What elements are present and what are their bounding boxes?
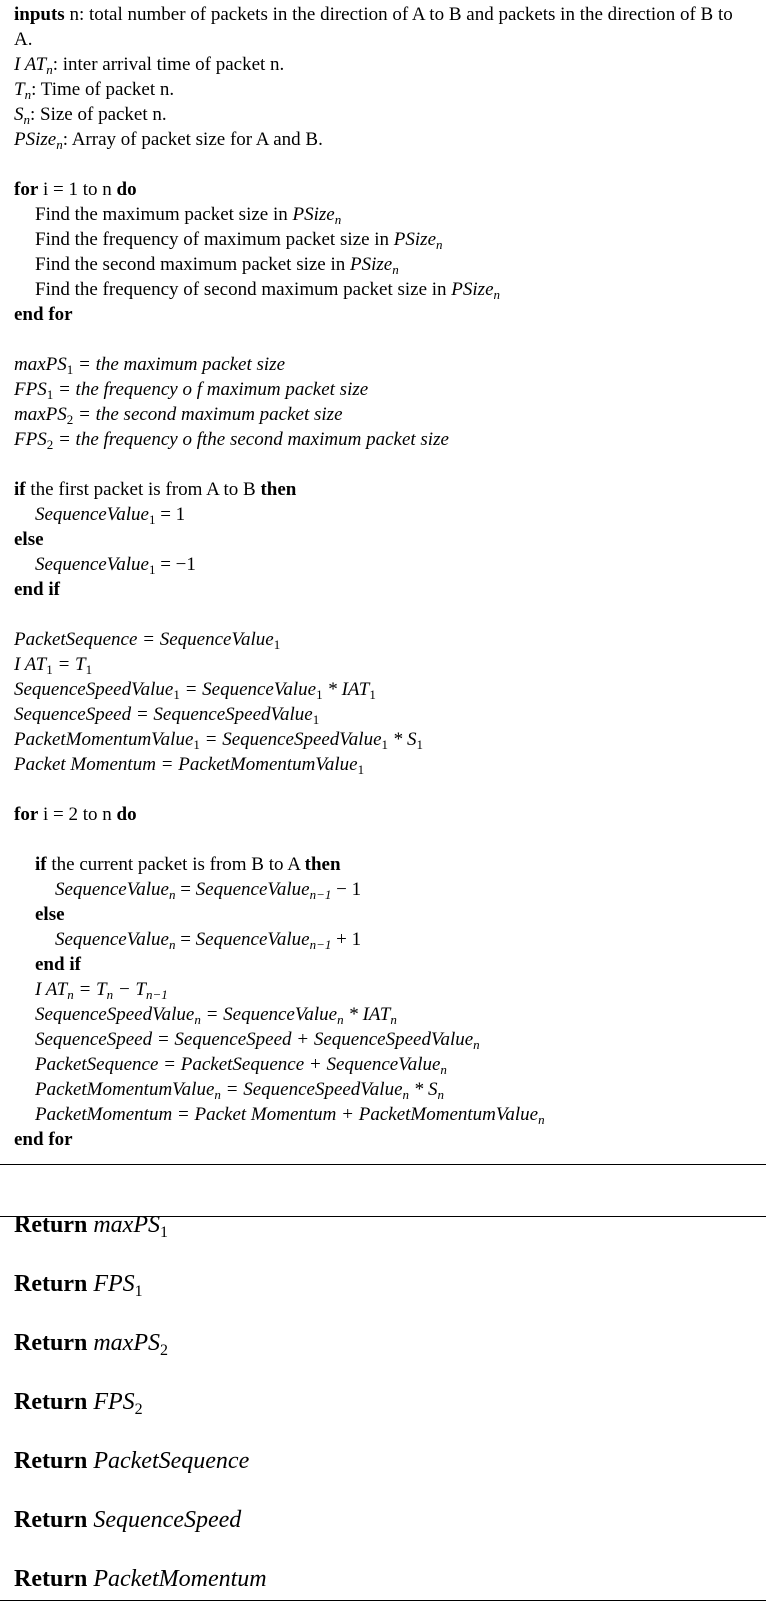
return-line: Return maxPS$_2$ [14, 1330, 168, 1359]
loop2-else: else [35, 904, 65, 925]
init-line: I $AT_1 = T_1$ [14, 654, 93, 677]
return-line: Return $FPS_2$ [14, 1389, 143, 1418]
loop2-ssv: SequenceSpeedValue$_n$ = SequenceValue$_n$ * $IAT_n$ [35, 1004, 397, 1027]
loop1-step: Find the frequency of maximum packet size in PSize$_n$ [35, 229, 443, 252]
loop2-endif: end if [35, 954, 81, 975]
loop1-end: end for [14, 304, 73, 325]
input-iat: I $AT_n$: inter arrival time of packet n. [14, 54, 285, 77]
definition-line: $FPS_2$ = the frequency o fthe second maximum packet size [14, 429, 449, 452]
cond1-end: end if [14, 579, 60, 600]
return-line: Return maxPS$_1$ [14, 1212, 168, 1241]
return-line: Return PacketSequence [14, 1448, 250, 1474]
definition-line: $FPS_1$ = the frequency o f maximum packet size [14, 379, 369, 402]
rule-top-of-returns [0, 1164, 766, 1165]
loop2-pm: PacketMomentum = Packet Momentum + PacketMomentumValue$_n$ [35, 1104, 545, 1127]
loop1-header: for i = 1 to n do [14, 179, 137, 200]
input-time: $T_n$: Time of packet n. [14, 79, 175, 102]
loop2-then-stmt: SequenceValue$_n$ = SequenceValue$_{n-1}$ − 1 [55, 879, 362, 902]
init-line: PacketMomentumValue$_1$ = SequenceSpeedValue$_1$ * $S_1$ [14, 729, 424, 752]
inputs-description: n: total number of packets in the direction of A to B and packets in the direction of B to A. [14, 4, 733, 50]
inputs-keyword: inputs [14, 4, 65, 25]
input-size: $S_n$: Size of packet n. [14, 104, 167, 127]
cond1-then-stmt: SequenceValue$_1$ = 1 [35, 504, 186, 527]
return-line: Return $FPS_1$ [14, 1271, 143, 1300]
loop1-step: Find the frequency of second maximum packet size in PSize$_n$ [35, 279, 501, 302]
return-line: Return PacketMomentum [14, 1566, 267, 1592]
init-line: SequenceSpeed = SequenceSpeedValue$_1$ [14, 704, 320, 727]
return-line: Return SequenceSpeed [14, 1507, 242, 1533]
loop2-ss: SequenceSpeed = SequenceSpeed + SequenceSpeedValue$_n$ [35, 1029, 480, 1052]
cond1-else-stmt: SequenceValue$_1$ = −1 [35, 554, 196, 577]
loop2-header: for i = 2 to n do [14, 804, 137, 825]
loop2-else-stmt: SequenceValue$_n$ = SequenceValue$_{n-1}$ + 1 [55, 929, 362, 952]
init-line: Packet Momentum = PacketMomentumValue$_1$ [14, 754, 365, 777]
loop2-ps: PacketSequence = PacketSequence + SequenceValue$_n$ [35, 1054, 447, 1077]
algorithm-block [14, 2, 754, 1152]
definition-line: maxPS$_1$ = the maximum packet size [14, 354, 286, 377]
cond1-if: if the first packet is from A to B then [14, 479, 297, 500]
loop2-iat: I $AT_n = T_n - T_{n-1}$ [35, 979, 168, 1002]
rule-bottom [0, 1600, 766, 1601]
loop2-end: end for [14, 1129, 73, 1150]
definition-line: maxPS$_2$ = the second maximum packet size [14, 404, 343, 427]
loop1-step: Find the second maximum packet size in PSize$_n$ [35, 254, 399, 277]
inputs-line [14, 2, 754, 52]
loop2-pmv: PacketMomentumValue$_n$ = SequenceSpeedValue$_n$ * $S_n$ [35, 1079, 445, 1102]
init-line: PacketSequence = SequenceValue$_1$ [14, 629, 281, 652]
init-line: SequenceSpeedValue$_1$ = SequenceValue$_1$ * $IAT_1$ [14, 679, 376, 702]
loop2-if: if the current packet is from B to A then [35, 854, 341, 875]
input-psize: PSize$_n$: Array of packet size for A and B. [14, 129, 323, 152]
cond1-else: else [14, 529, 44, 550]
loop1-step: Find the maximum packet size in PSize$_n$ [35, 204, 342, 227]
